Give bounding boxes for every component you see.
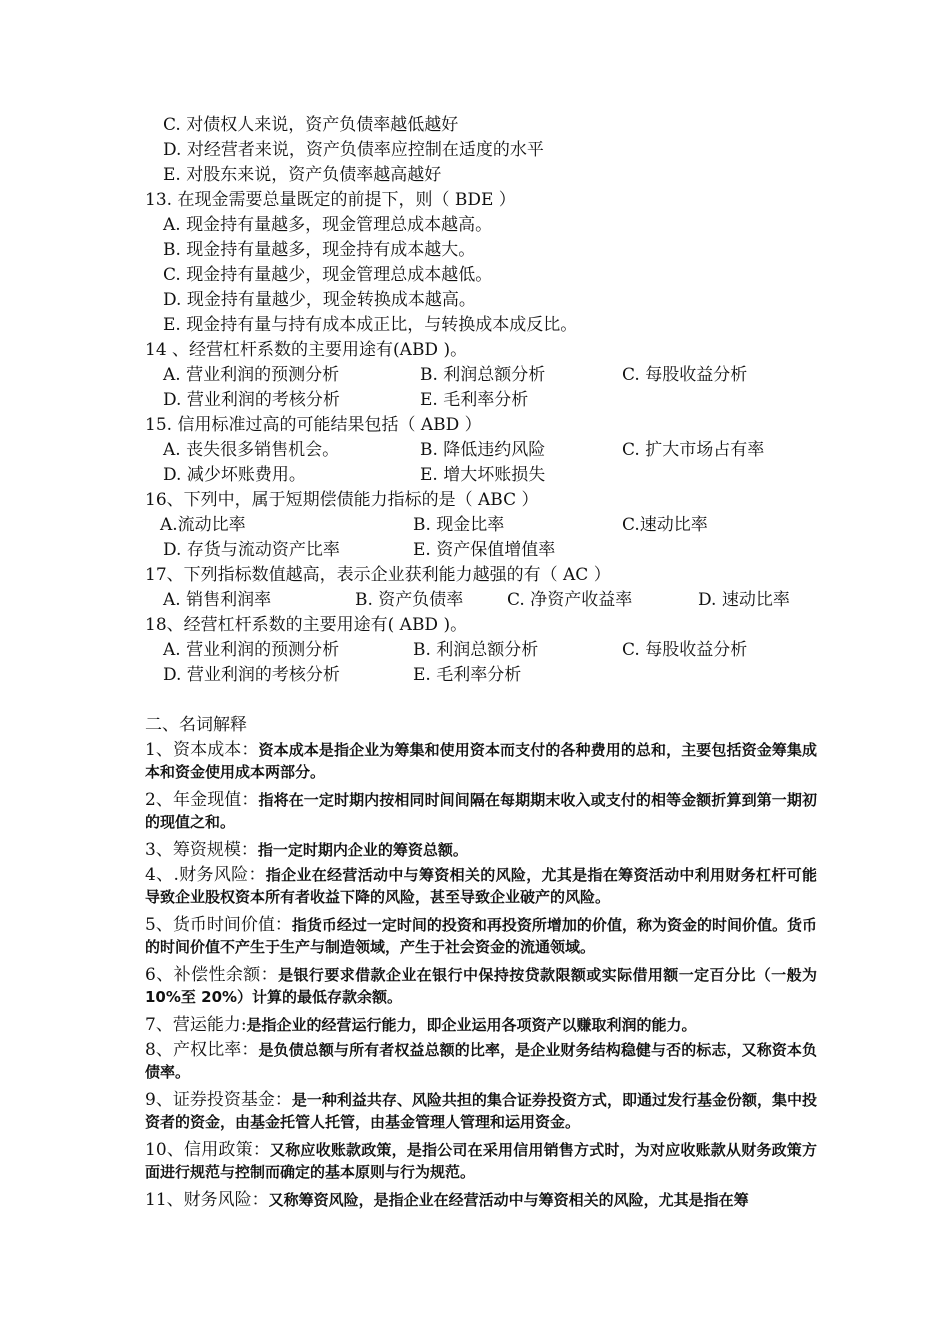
term-name: 1、资本成本： — [145, 740, 259, 760]
term-name: 11、财务风险： — [145, 1190, 269, 1210]
term-entry — [145, 1089, 817, 1133]
term-entry — [145, 964, 817, 1008]
option-text: C. 现金持有量越少，现金管理总成本越低。 — [163, 265, 493, 285]
term-entry — [145, 789, 817, 833]
option-text: C. 净资产收益率 — [507, 590, 633, 610]
term-entry — [145, 1014, 817, 1036]
option-text: D. 营业利润的考核分析 — [163, 390, 340, 410]
term-name: 6、补偿性余额： — [145, 965, 279, 985]
term-name: 10、信用政策： — [145, 1140, 271, 1160]
term-entry — [145, 864, 817, 908]
option-text: C.速动比率 — [622, 515, 708, 535]
term-definition: 又称应收账款政策，是指公司在采用信用销售方式时，为对应收账款从财务政策方面进行规范与控制而确定的基本原则与行为规范。 — [145, 1141, 817, 1181]
question-stem: 17、下列指标数值越高，表示企业获利能力越强的有（ AC ） — [145, 565, 611, 585]
term-definition: 指企业在经营活动中与筹资相关的风险，尤其是指在筹资活动中利用财务杠杆可能导致企业股权资本所有者收益下降的风险，甚至导致企业破产的风险。 — [145, 866, 817, 906]
term-name: 7、营运能力: — [145, 1015, 247, 1035]
question-stem: 16、下列中，属于短期偿债能力指标的是（ ABC ） — [145, 490, 539, 510]
term-name: 2、年金现值： — [145, 790, 259, 810]
option-text: E. 毛利率分析 — [420, 390, 529, 410]
section-heading: 二、名词解释 — [145, 715, 247, 735]
term-entry — [145, 1139, 817, 1183]
option-text: E. 资产保值增值率 — [413, 540, 556, 560]
option-text: A. 营业利润的预测分析 — [163, 640, 340, 660]
option-text: B. 现金持有量越多，现金持有成本越大。 — [163, 240, 476, 260]
question-stem: 14 、经营杠杆系数的主要用途有(ABD )。 — [145, 340, 468, 360]
option-text: A. 销售利润率 — [163, 590, 272, 610]
option-text: B. 降低违约风险 — [420, 440, 546, 460]
term-name: 8、产权比率： — [145, 1040, 259, 1060]
term-name: 5、货币时间价值： — [145, 915, 292, 935]
term-entry — [145, 1189, 817, 1211]
option-text: D. 现金持有量越少，现金转换成本越高。 — [163, 290, 476, 310]
question-stem: 15. 信用标准过高的可能结果包括（ ABD ） — [145, 415, 482, 435]
term-entry — [145, 739, 817, 783]
term-entry — [145, 914, 817, 958]
term-definition: 指将在一定时期内按相同时间间隔在每期期末收入或支付的相等金额折算到第一期初的现值之和。 — [145, 791, 817, 831]
option-text: A. 现金持有量越多，现金管理总成本越高。 — [163, 215, 493, 235]
option-text: E. 增大坏账损失 — [420, 465, 546, 485]
option-text: D. 速动比率 — [698, 590, 790, 610]
option-text: C. 每股收益分析 — [622, 365, 748, 385]
option-text: C. 每股收益分析 — [622, 640, 748, 660]
option-text: E. 对股东来说，资产负债率越高越好 — [163, 165, 442, 185]
term-definition: 指一定时期内企业的筹资总额。 — [257, 841, 468, 859]
option-text: B. 现金比率 — [413, 515, 505, 535]
option-text: E. 毛利率分析 — [413, 665, 522, 685]
option-text: A. 丧失很多销售机会。 — [163, 440, 340, 460]
option-text: D. 减少坏账费用。 — [163, 465, 306, 485]
term-entry — [145, 839, 817, 861]
term-definition: 是一种利益共存、风险共担的集合证券投资方式，即通过发行基金份额，集中投资者的资金，由基金托管人托管，由基金管理人管理和运用资金。 — [145, 1091, 817, 1131]
term-name: 3、筹资规模： — [145, 840, 258, 860]
term-definition: 资本成本是指企业为筹集和使用资本而支付的各种费用的总和，主要包括资金筹集成本和资金使用成本两部分。 — [145, 741, 817, 781]
option-text: A.流动比率 — [160, 515, 246, 535]
option-text: B. 利润总额分析 — [413, 640, 539, 660]
option-text: B. 资产负债率 — [355, 590, 464, 610]
option-text: B. 利润总额分析 — [420, 365, 546, 385]
term-name: 4、.财务风险： — [145, 865, 266, 885]
option-text: D. 营业利润的考核分析 — [163, 665, 340, 685]
term-entry — [145, 1039, 817, 1083]
question-stem: 13. 在现金需要总量既定的前提下，则（ BDE ） — [145, 190, 516, 210]
question-stem: 18、经营杠杆系数的主要用途有( ABD )。 — [145, 615, 468, 635]
term-definition: 是负债总额与所有者权益总额的比率，是企业财务结构稳健与否的标志，又称资本负债率。 — [145, 1041, 817, 1081]
option-text: E. 现金持有量与持有成本成正比，与转换成本成反比。 — [163, 315, 578, 335]
option-text: C. 对债权人来说，资产负债率越低越好 — [163, 115, 459, 135]
term-definition: 又称筹资风险，是指企业在经营活动中与筹资相关的风险，尤其是指在筹 — [268, 1191, 749, 1209]
term-name: 9、证券投资基金： — [145, 1090, 292, 1110]
option-text: C. 扩大市场占有率 — [622, 440, 765, 460]
option-text: D. 存货与流动资产比率 — [163, 540, 340, 560]
term-definition: 是银行要求借款企业在银行中保持按贷款限额或实际借用额一定百分比（一般为 10%至 20%）计算的最低存款余额。 — [145, 966, 817, 1006]
option-text: A. 营业利润的预测分析 — [163, 365, 340, 385]
term-definition: 是指企业的经营运行能力，即企业运用各项资产以赚取利润的能力。 — [246, 1016, 697, 1034]
term-definition: 指货币经过一定时间的投资和再投资所增加的价值，称为资金的时间价值。货币的时间价值不产生于生产与制造领域，产生于社会资金的流通领域。 — [145, 916, 817, 956]
option-text: D. 对经营者来说，资产负债率应控制在适度的水平 — [163, 140, 544, 160]
